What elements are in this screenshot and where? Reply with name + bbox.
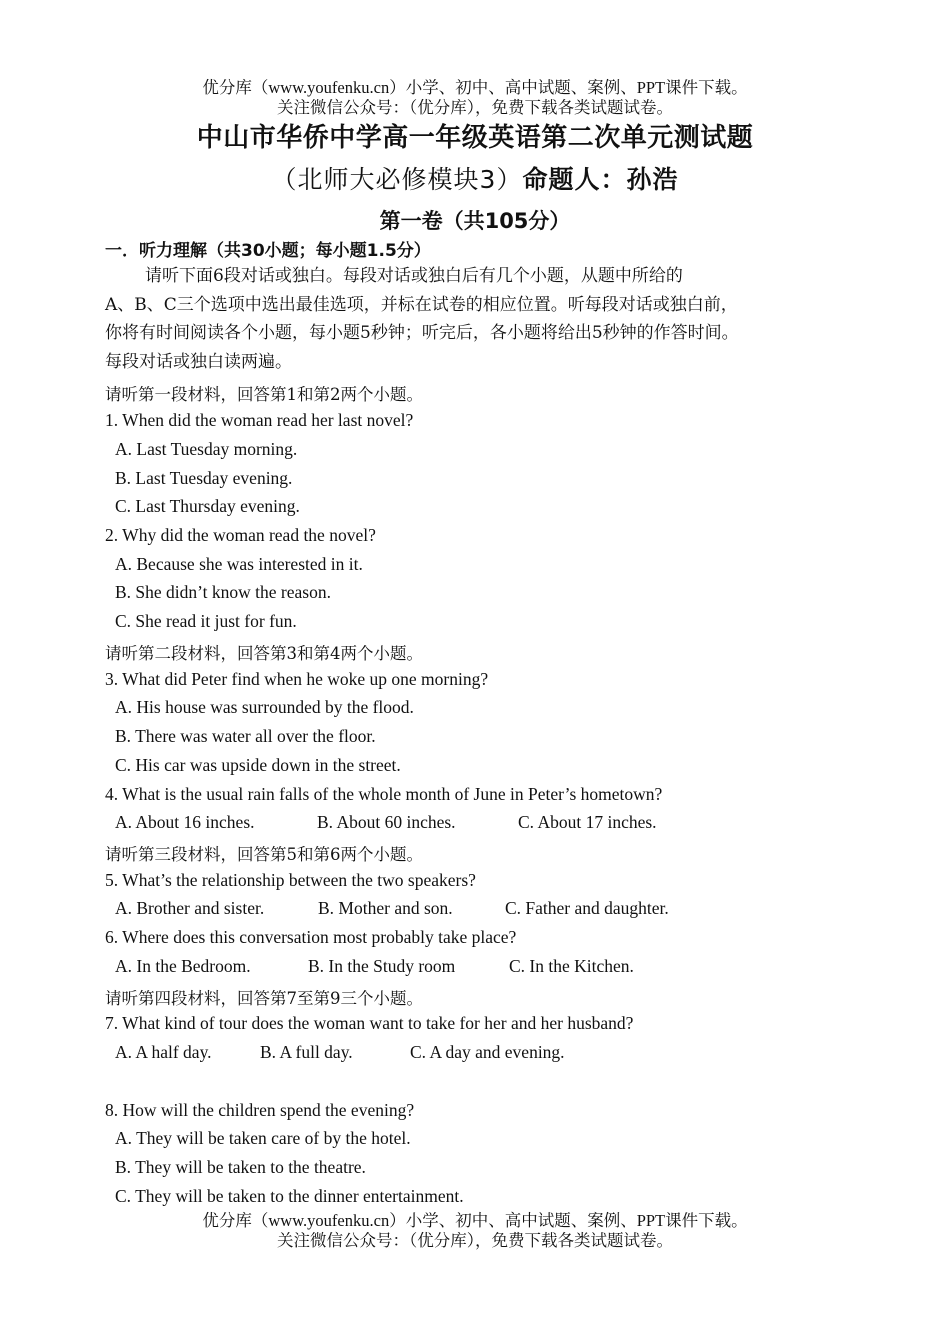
question-4: 4. What is the usual rain falls of the whole month of June in Peter’s hometown?: [105, 784, 663, 804]
option-3a: A. His house was surrounded by the flood.: [115, 697, 414, 717]
footer-line-2: 关注微信公众号：（优分库），免费下载各类试题试卷。: [277, 1231, 673, 1250]
option-2a: A. Because she was interested in it.: [115, 554, 363, 574]
exam-title: 中山市华侨中学高一年级英语第二次单元测试题: [196, 123, 754, 153]
option-4a: A. About 16 inches.: [115, 812, 255, 832]
option-8b: B. They will be taken to the theatre.: [115, 1157, 366, 1177]
question-3: 3. What did Peter find when he woke up one morning?: [105, 669, 489, 689]
option-1b: B. Last Tuesday evening.: [115, 468, 293, 488]
option-6b: B. In the Study room: [308, 956, 456, 976]
intro-line: 请听下面6段对话或独白。每段对话或独白后有几个小题，从题中所给的: [145, 266, 683, 286]
question-6: 6. Where does this conversation most probably take place?: [105, 927, 517, 947]
passage-instruction: 请听第一段材料，回答第1和第2两个小题。: [105, 385, 423, 404]
footer-line-1: 优分库（www.youfenku.cn）小学、初中、高中试题、案例、PPT课件下载。: [202, 1211, 748, 1230]
option-3b: B. There was water all over the floor.: [115, 726, 376, 746]
option-7a: A. A half day.: [115, 1042, 212, 1062]
module-label: （北师大必修模块3）: [271, 165, 523, 194]
exam-subtitle: [0, 160, 950, 196]
option-2c: C. She read it just for fun.: [115, 611, 297, 631]
option-4b: B. About 60 inches.: [317, 812, 456, 832]
question-8: 8. How will the children spend the evening?: [105, 1100, 415, 1120]
passage-instruction: 请听第三段材料，回答第5和第6两个小题。: [105, 845, 423, 864]
passage-instruction: 请听第二段材料，回答第3和第4两个小题。: [105, 644, 423, 663]
option-4c: C. About 17 inches.: [518, 812, 657, 832]
option-8c: C. They will be taken to the dinner entertainment.: [115, 1186, 464, 1206]
option-8a: A. They will be taken care of by the hotel.: [115, 1128, 411, 1148]
option-6c: C. In the Kitchen.: [509, 956, 634, 976]
option-5a: A. Brother and sister.: [115, 898, 265, 918]
option-5c: C. Father and daughter.: [505, 898, 669, 918]
option-5b: B. Mother and son.: [318, 898, 453, 918]
question-7: 7. What kind of tour does the woman want to take for her and her husband?: [105, 1013, 634, 1033]
question-1: 1. When did the woman read her last novel?: [105, 410, 414, 430]
question-2: 2. Why did the woman read the novel?: [105, 525, 376, 545]
option-1a: A. Last Tuesday morning.: [115, 439, 298, 459]
option-1c: C. Last Thursday evening.: [115, 496, 300, 516]
header-line-2: 关注微信公众号：（优分库），免费下载各类试题试卷。: [277, 98, 673, 117]
author-label: 命题人：孙浩: [522, 165, 679, 194]
header-line-1: 优分库（www.youfenku.cn）小学、初中、高中试题、案例、PPT课件下载。: [202, 78, 748, 97]
intro-line: A、B、C三个选项中选出最佳选项，并标在试卷的相应位置。听每段对话或独白前，: [105, 294, 738, 315]
passage-instruction: 请听第四段材料，回答第7至第9三个小题。: [105, 989, 423, 1008]
question-5: 5. What’s the relationship between the two speakers?: [105, 870, 476, 890]
section-heading: 一．听力理解（共30小题；每小题1.5分）: [105, 241, 431, 261]
option-3c: C. His car was upside down in the street.: [115, 755, 401, 775]
option-2b: B. She didn’t know the reason.: [115, 582, 331, 602]
intro-line: 每段对话或独白读两遍。: [105, 352, 292, 373]
option-7b: B. A full day.: [260, 1042, 353, 1062]
option-7c: C. A day and evening.: [410, 1042, 565, 1062]
volume-heading: 第一卷（共105分）: [379, 209, 571, 233]
option-6a: A. In the Bedroom.: [115, 956, 251, 976]
intro-line: 你将有时间阅读各个小题，每小题5秒钟；听完后，各小题将给出5秒钟的作答时间。: [105, 323, 739, 344]
section-intro: [105, 262, 845, 377]
